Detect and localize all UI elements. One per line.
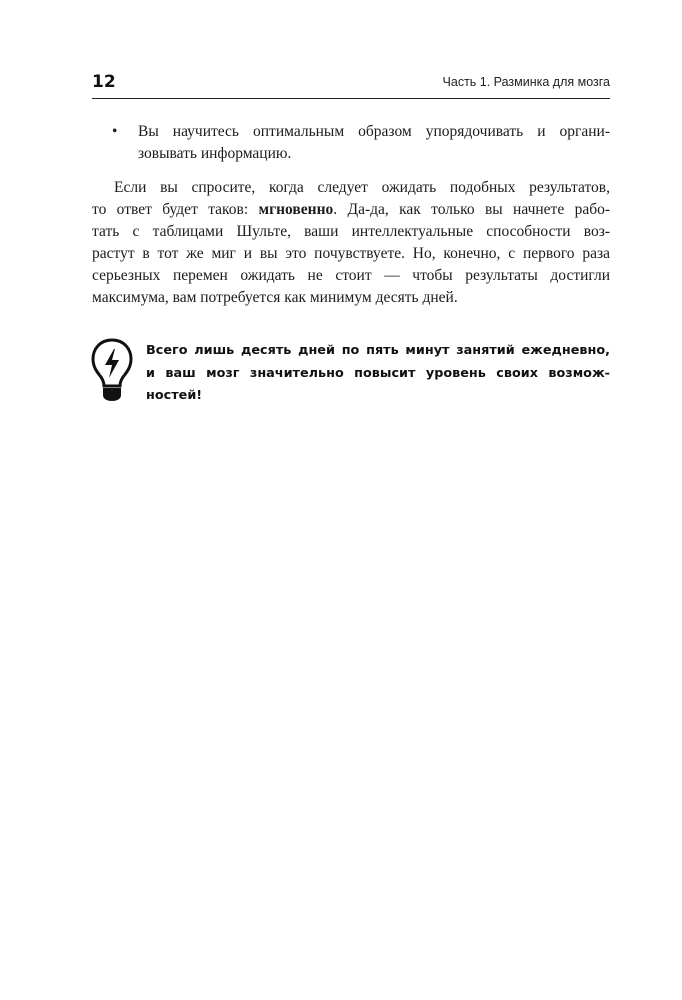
paragraph-line: растут в тот же миг и вы это почувствуете. Но, конечно, с первого раза xyxy=(92,245,610,262)
lightbulb-bolt-icon xyxy=(90,337,134,403)
callout-line: ностей! xyxy=(146,388,203,403)
bullet-line: Вы научитесь оптимальным образом упорядочивать и органи- xyxy=(138,123,610,140)
bullet-line: зовывать информацию. xyxy=(138,145,292,162)
body-paragraph xyxy=(92,177,610,309)
callout-line: и ваш мозг значительно повысит уровень своих возмож- xyxy=(146,365,610,381)
paragraph-text: то ответ будет таков: xyxy=(92,201,259,218)
paragraph-line: тать с таблицами Шульте, ваши интеллектуальные способности воз- xyxy=(92,223,610,240)
callout-text xyxy=(146,340,610,408)
paragraph-line: Если вы спросите, когда следует ожидать подобных результатов, xyxy=(114,179,610,196)
paragraph-line: серьезных перемен ожидать не стоит — чтобы результаты достигли xyxy=(92,267,610,284)
page-header xyxy=(92,68,610,99)
bullet-list-item xyxy=(112,121,610,165)
page-number: 12 xyxy=(92,72,116,92)
running-title: Часть 1. Разминка для мозга xyxy=(442,75,610,89)
emphasis-word: мгновенно xyxy=(258,201,334,218)
paragraph-line: максимума, вам потребуется как минимум десять дней. xyxy=(92,289,458,306)
bullet-marker: • xyxy=(112,123,118,140)
callout-line: Всего лишь десять дней по пять минут занятий ежедневно, xyxy=(146,343,610,358)
paragraph-line-with-emphasis xyxy=(92,199,610,221)
bullet-text xyxy=(138,121,610,165)
paragraph-text: . Да-да, как только вы начнете рабо- xyxy=(333,201,610,218)
